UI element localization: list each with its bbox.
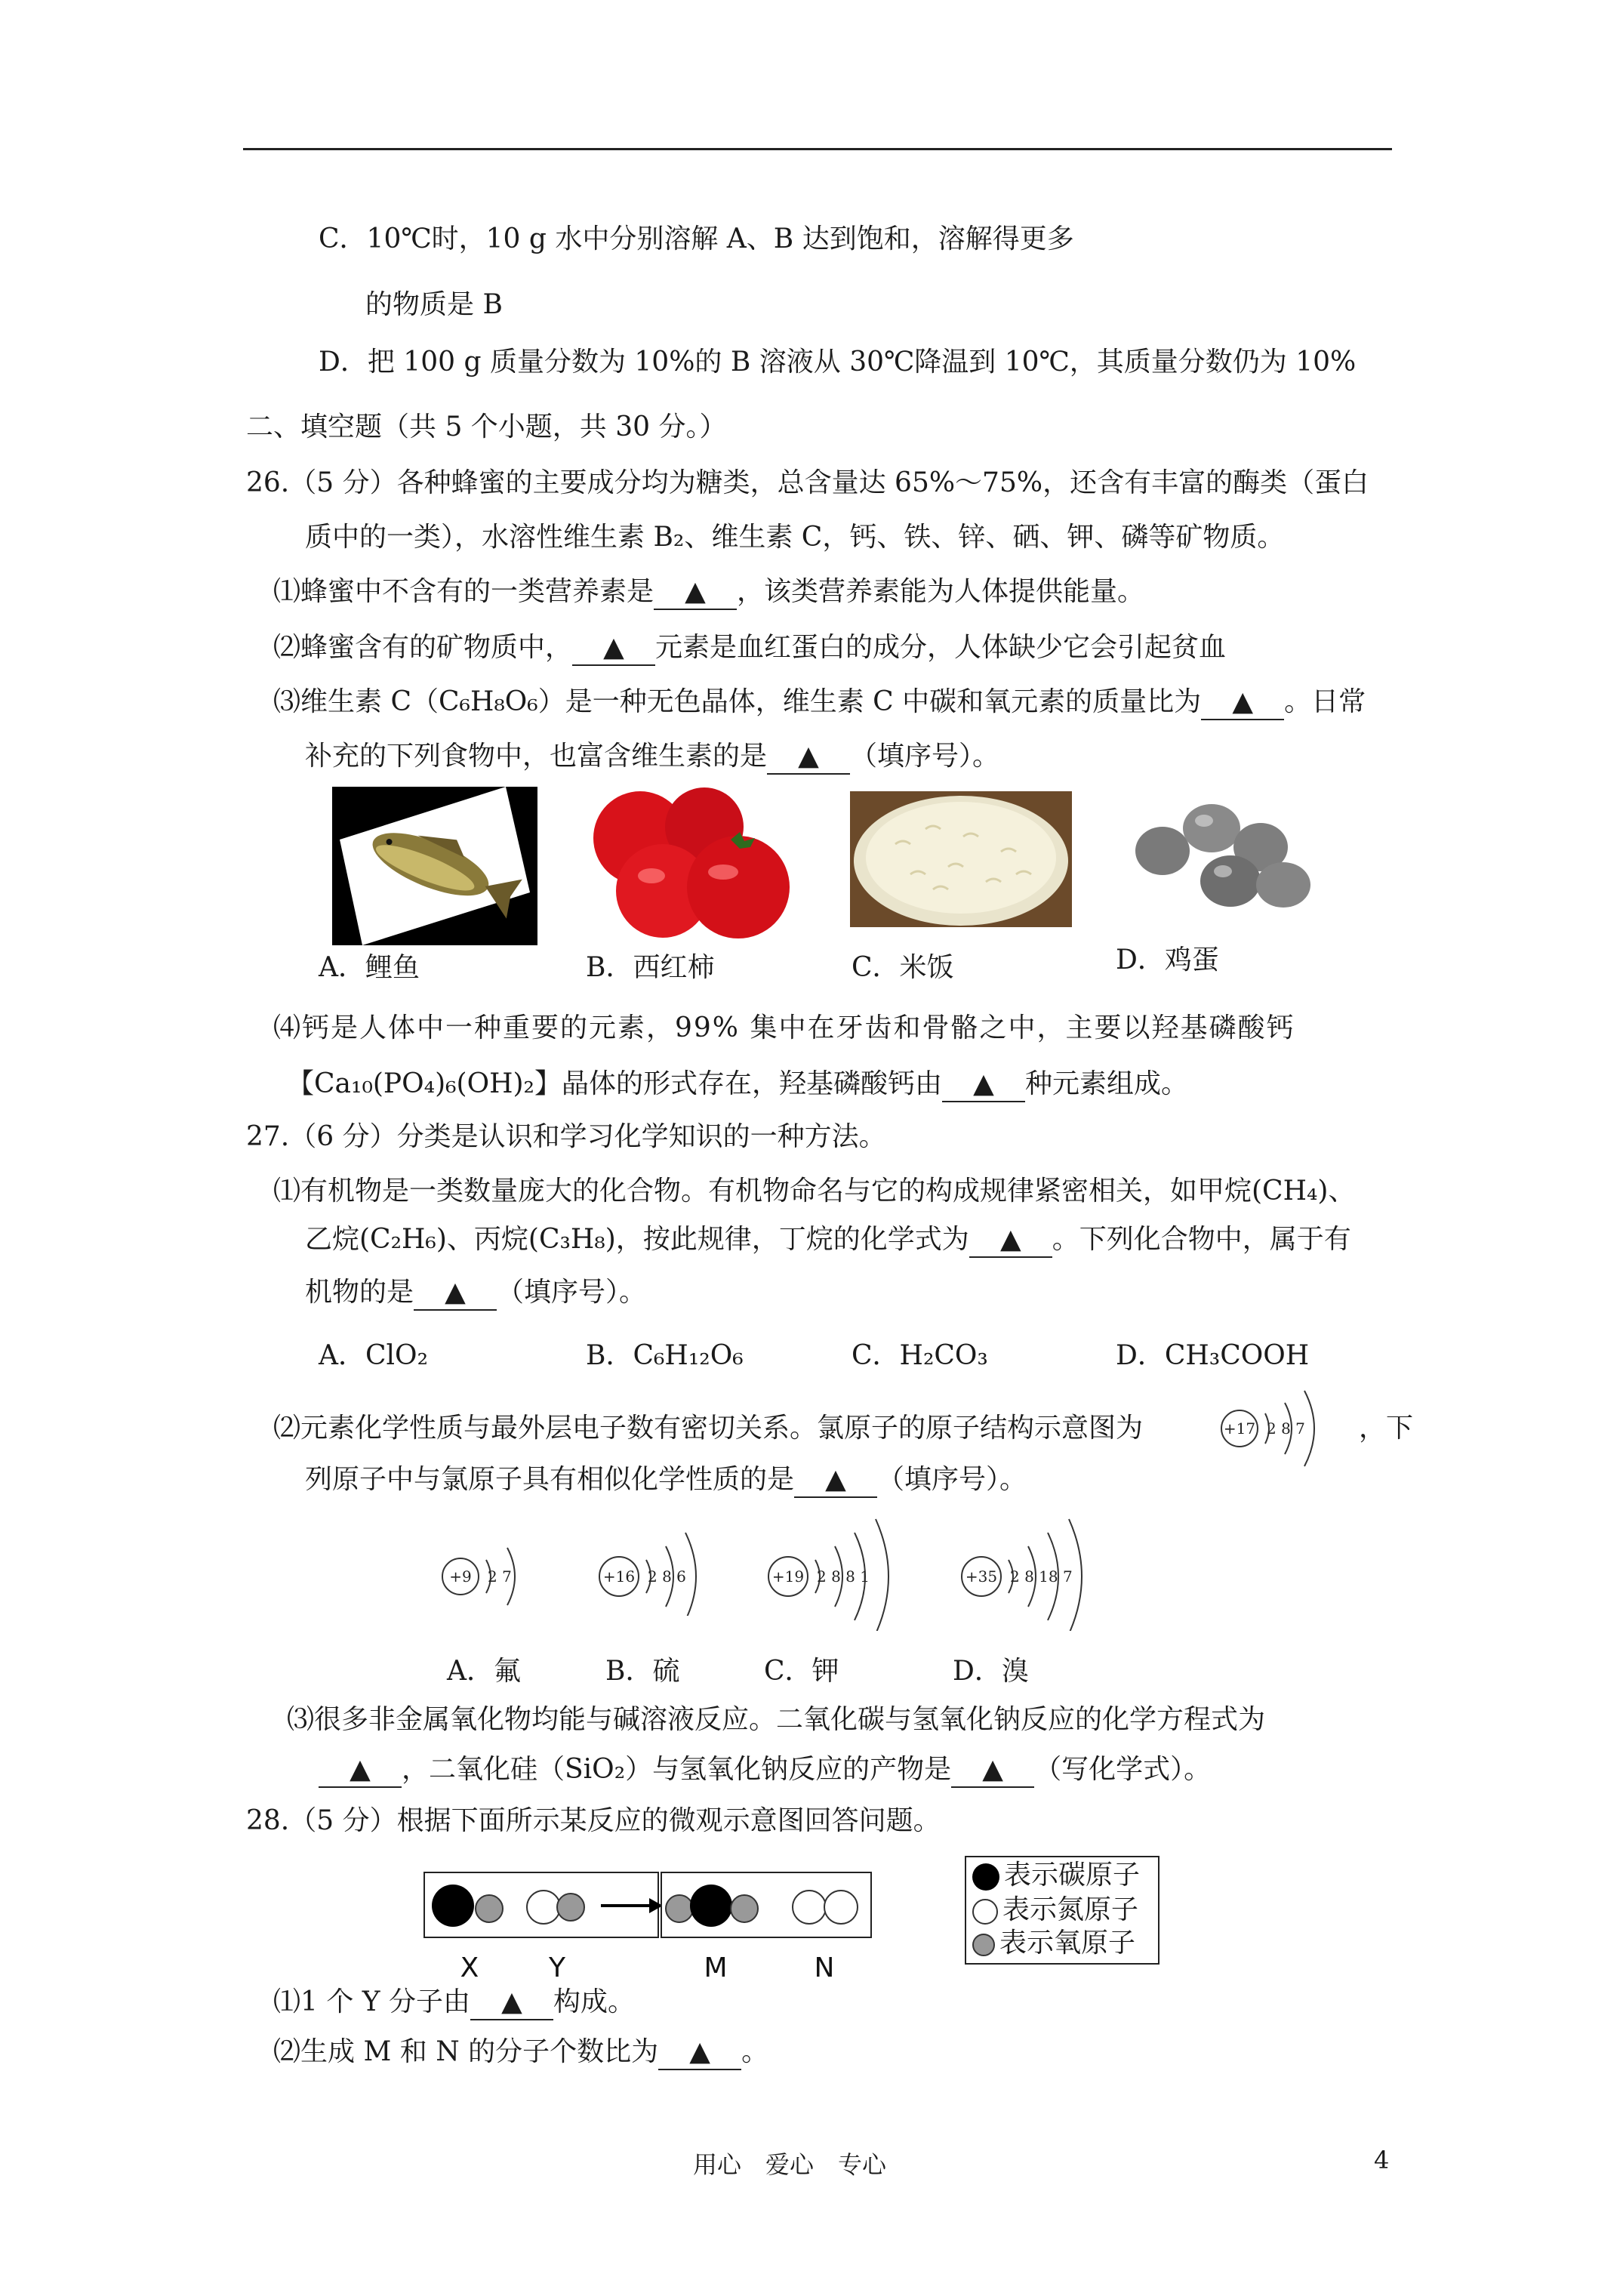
q26-part3-text-end: 。日常 (1284, 686, 1366, 717)
carbon-atom (432, 1885, 474, 1927)
atom-legend (965, 1856, 1160, 1965)
q26-part3b-text-end: （填序号）。 (850, 741, 1000, 772)
q27-part1b-text: 机物的是 (305, 1277, 414, 1308)
atom-label-d: D．溴 (953, 1656, 1029, 1687)
answer-blank: ▲ (572, 631, 655, 666)
label-y: Y (549, 1952, 565, 1983)
egg-image (1117, 787, 1321, 938)
q27-part3-text-end: （写化学式）。 (1034, 1754, 1212, 1785)
rice-image (850, 791, 1072, 927)
answer-blank: ▲ (658, 2036, 741, 2070)
sulfur-nucleus: +16 (602, 1567, 636, 1586)
potassium-atom-diagram (765, 1502, 932, 1631)
q25-option-c-line2: 的物质是 B (365, 289, 503, 320)
q26-part3b-text: 补充的下列食物中，也富含维生素的是 (305, 741, 768, 772)
q27-part1b-text-end: （填序号）。 (497, 1277, 647, 1308)
q26-part4-line1: ⑷钙是人体中一种重要的元素，99% 集中在牙齿和骨骼之中，主要以羟基磷酸钙 (273, 1012, 1295, 1043)
chlorine-nucleus: +17 (1223, 1419, 1256, 1438)
q27-option-d: D．CH₃COOH (1116, 1340, 1310, 1371)
q25-option-c-line1: C．10℃时，10 g 水中分别溶解 A、B 达到饱和，溶解得更多 (319, 223, 1074, 254)
q26-part4-text-end: 种元素组成。 (1025, 1068, 1189, 1099)
q27-part2-line1: ⑵元素化学性质与最外层电子数有密切关系。氯原子的原子结构示意图为 (273, 1413, 1144, 1444)
oxygen-atom (476, 1895, 503, 1922)
nitrogen-atom (527, 1891, 560, 1924)
food-label-c: C．米饭 (852, 952, 954, 983)
q26-part4-text: 【Ca₁₀(PO₄)₆(OH)₂】晶体的形式存在，羟基磷酸钙由 (287, 1068, 942, 1099)
potassium-shells: 2 8 8 1 (817, 1567, 870, 1586)
q28-part2-text-end: 。 (741, 2036, 769, 2067)
q26-part1-text-end: ，该类营养素能为人体提供能量。 (737, 576, 1145, 607)
legend-carbon-label: 表示碳原子 (1004, 1860, 1141, 1891)
q28-part1-text: ⑴1 个 Y 分子由 (273, 1986, 471, 2017)
oxygen-atom (731, 1895, 758, 1922)
q27-part1-line3 (305, 1276, 646, 1311)
q27-part3-text: ，二氧化硅（SiO₂）与氢氧化钠反应的产物是 (402, 1754, 952, 1785)
q27-part2b-text-end: （填序号）。 (877, 1464, 1027, 1495)
reaction-diagram (423, 1871, 876, 1992)
q26-stem-line1: 26.（5 分）各种蜂蜜的主要成分均为糖类，总含量达 65%～75%，还含有丰富的酶类（蛋白 (246, 467, 1369, 498)
oxygen-atom-icon (972, 1934, 995, 1956)
answer-blank: ▲ (319, 1753, 402, 1788)
q27-option-b: B．C₆H₁₂O₆ (586, 1340, 744, 1371)
tomato-image (580, 785, 799, 940)
q26-part2 (273, 631, 1226, 666)
q28-part2-text: ⑵生成 M 和 N 的分子个数比为 (273, 2036, 659, 2067)
food-label-b: B．西红柿 (586, 952, 715, 983)
answer-blank: ▲ (969, 1223, 1052, 1258)
q27-part2-line1-end: ，下 (1359, 1413, 1414, 1444)
q28-part2 (273, 2036, 768, 2070)
carp-image (332, 787, 537, 945)
q27-part2b-text: 列原子中与氯原子具有相似化学性质的是 (305, 1464, 795, 1495)
label-n: N (814, 1952, 835, 1983)
nitrogen-atom (793, 1891, 826, 1924)
q27-part1-text: 乙烷(C₂H₆)、丙烷(C₃H₈)，按此规律，丁烷的化学式为 (305, 1224, 969, 1255)
q27-part1-text-end: 。下列化合物中，属于有 (1052, 1224, 1351, 1255)
q26-part3 (273, 686, 1366, 720)
legend-nitrogen (972, 1894, 1138, 1927)
answer-blank: ▲ (654, 575, 737, 610)
carbon-atom (690, 1885, 732, 1927)
q26-part1 (273, 575, 1144, 610)
legend-carbon (972, 1859, 1140, 1892)
q27-part2-line2 (305, 1463, 1027, 1498)
section-title: 二、填空题（共 5 个小题，共 30 分。） (246, 411, 727, 442)
answer-blank: ▲ (794, 1463, 877, 1498)
q27-stem: 27.（6 分）分类是认识和学习化学知识的一种方法。 (246, 1121, 886, 1152)
q27-part3-line1: ⑶很多非金属氧化物均能与碱溶液反应。二氧化碳与氢氧化钠反应的化学方程式为 (287, 1704, 1266, 1735)
food-label-d: D．鸡蛋 (1116, 945, 1219, 975)
label-m: M (704, 1952, 728, 1983)
carbon-atom-icon (972, 1863, 999, 1891)
answer-blank: ▲ (1201, 686, 1284, 720)
bromine-nucleus: +35 (965, 1567, 998, 1586)
q25-option-d: D．把 100 g 质量分数为 10%的 B 溶液从 30℃降温到 10℃，其质量分数仍为 10% (319, 347, 1357, 378)
footer-motto: 用心 爱心 专心 (693, 2150, 887, 2179)
answer-blank: ▲ (951, 1753, 1034, 1788)
atom-label-c: C．钾 (764, 1656, 839, 1687)
chlorine-atom-diagram (1215, 1380, 1351, 1478)
potassium-nucleus: +19 (771, 1567, 805, 1586)
label-x: X (460, 1952, 479, 1983)
header-rule (243, 148, 1392, 150)
atom-label-a: A．氟 (447, 1656, 521, 1687)
legend-oxygen-label: 表示氧原子 (999, 1928, 1136, 1959)
sulfur-atom-diagram (596, 1510, 747, 1616)
page-number: 4 (1374, 2146, 1390, 2174)
legend-oxygen (972, 1927, 1135, 1960)
q28-part1 (273, 1986, 635, 2020)
atom-label-b: B．硫 (605, 1656, 680, 1687)
q27-part1-line2 (305, 1223, 1351, 1258)
q26-part2-text-end: 元素是血红蛋白的成分，人体缺少它会引起贫血 (655, 632, 1227, 663)
chlorine-shells: 2 8 7 (1267, 1419, 1305, 1438)
fluorine-atom-diagram (438, 1518, 574, 1616)
fluorine-nucleus: +9 (449, 1567, 472, 1586)
q27-part1-line1: ⑴有机物是一类数量庞大的化合物。有机物命名与它的构成规律紧密相关，如甲烷(CH₄)、 (273, 1176, 1356, 1207)
q27-part3-line2 (319, 1753, 1211, 1788)
answer-blank: ▲ (414, 1276, 497, 1311)
bromine-atom-diagram (959, 1502, 1125, 1631)
legend-nitrogen-label: 表示氮原子 (1002, 1894, 1139, 1925)
oxygen-atom (557, 1894, 584, 1921)
q28-part1-text-end: 构成。 (553, 1986, 636, 2017)
nitrogen-atom (824, 1891, 858, 1924)
q28-stem: 28.（5 分）根据下面所示某反应的微观示意图回答问题。 (246, 1805, 941, 1836)
q26-stem-line2: 质中的一类），水溶性维生素 B₂、维生素 C，钙、铁、锌、硒、钾、磷等矿物质。 (305, 522, 1285, 553)
q27-option-c: C．H₂CO₃ (852, 1340, 988, 1371)
food-label-a: A．鲤鱼 (319, 952, 420, 983)
answer-blank: ▲ (942, 1068, 1025, 1102)
oxygen-atom (666, 1895, 693, 1922)
fluorine-shells: 2 7 (488, 1567, 512, 1586)
answer-blank: ▲ (767, 740, 850, 775)
q26-part3b (305, 740, 999, 775)
q26-part1-text: ⑴蜂蜜中不含有的一类营养素是 (273, 576, 654, 607)
nitrogen-atom-icon (972, 1899, 998, 1925)
bromine-shells: 2 8 18 7 (1010, 1567, 1073, 1586)
q26-part4-line2 (287, 1068, 1188, 1102)
q26-part3-text: ⑶维生素 C（C₆H₈O₆）是一种无色晶体，维生素 C 中碳和氧元素的质量比为 (273, 686, 1202, 717)
sulfur-shells: 2 8 6 (648, 1567, 686, 1586)
q27-option-a: A．ClO₂ (319, 1340, 429, 1371)
q26-part2-text: ⑵蜂蜜含有的矿物质中， (273, 632, 573, 663)
answer-blank: ▲ (470, 1986, 553, 2020)
